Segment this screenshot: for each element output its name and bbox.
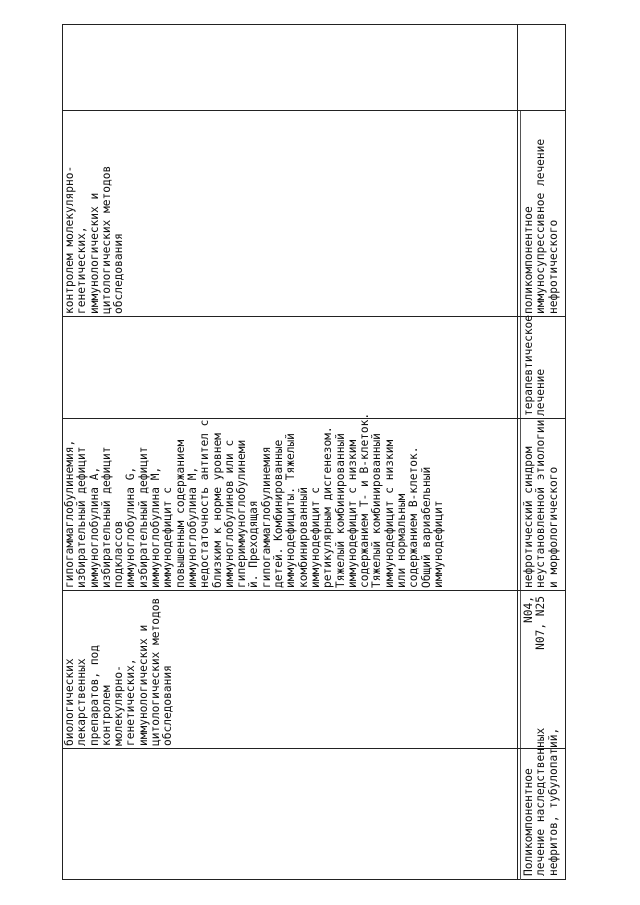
table-cell-diagnosis-name: нефротический синдром неустановленной этиологии и морфологического (522, 419, 560, 588)
row-separator-double (520, 110, 521, 880)
table-cell-treatment-name: Поликомпонентное лечение наследственных нефритов, тубулопатий, (522, 727, 560, 876)
table-cell-therapy-type: терапевтическое лечение (522, 314, 548, 416)
column-separator (62, 590, 566, 591)
column-separator (62, 748, 566, 749)
column-separator (62, 110, 566, 111)
column-separator (62, 316, 566, 317)
table-cell-method-name: поликомпонентное иммуносупрессивное лечение нефротического (522, 138, 560, 314)
row-separator (517, 24, 518, 880)
table-cell-method-text: биологических лекарственных препаратов, под контролем молекулярно- генетических, иммунологических и цитологических методов обследования (63, 597, 175, 746)
table-cell-method-continued: контролем молекулярно- генетических, иммунологических и цитологических методов обследования (63, 165, 126, 314)
table-cell-icd-codes: N04, N07, N25 (522, 596, 548, 650)
table-cell-diagnosis-text: гипогаммаглобулинемия, избирательный дефицит иммуноглобулина A, избирательный дефицит подклассов иммуноглобулина G, избирательный дефицит иммуноглобулина M, иммунодефицит с повышенным содержанием иммуноглобулина M, недостаточность антител с близким к норме уровнем иммуноглобулинов или с гипериммуноглобулинеми й. Преходящая гипогаммаглобулинемия детей. Комбинированные иммунодефициты. Тяжелый комбинированный иммунодефицит с ретикулярным дисгенезом. Тяжелый комбинированный иммунодефицит с низким содержанием T- и B-клеток. Тяжелый комбинированный иммунодефицит с низким или нормальным содержанием B-клеток. Общий вариабельный иммунодефицит (63, 412, 445, 588)
